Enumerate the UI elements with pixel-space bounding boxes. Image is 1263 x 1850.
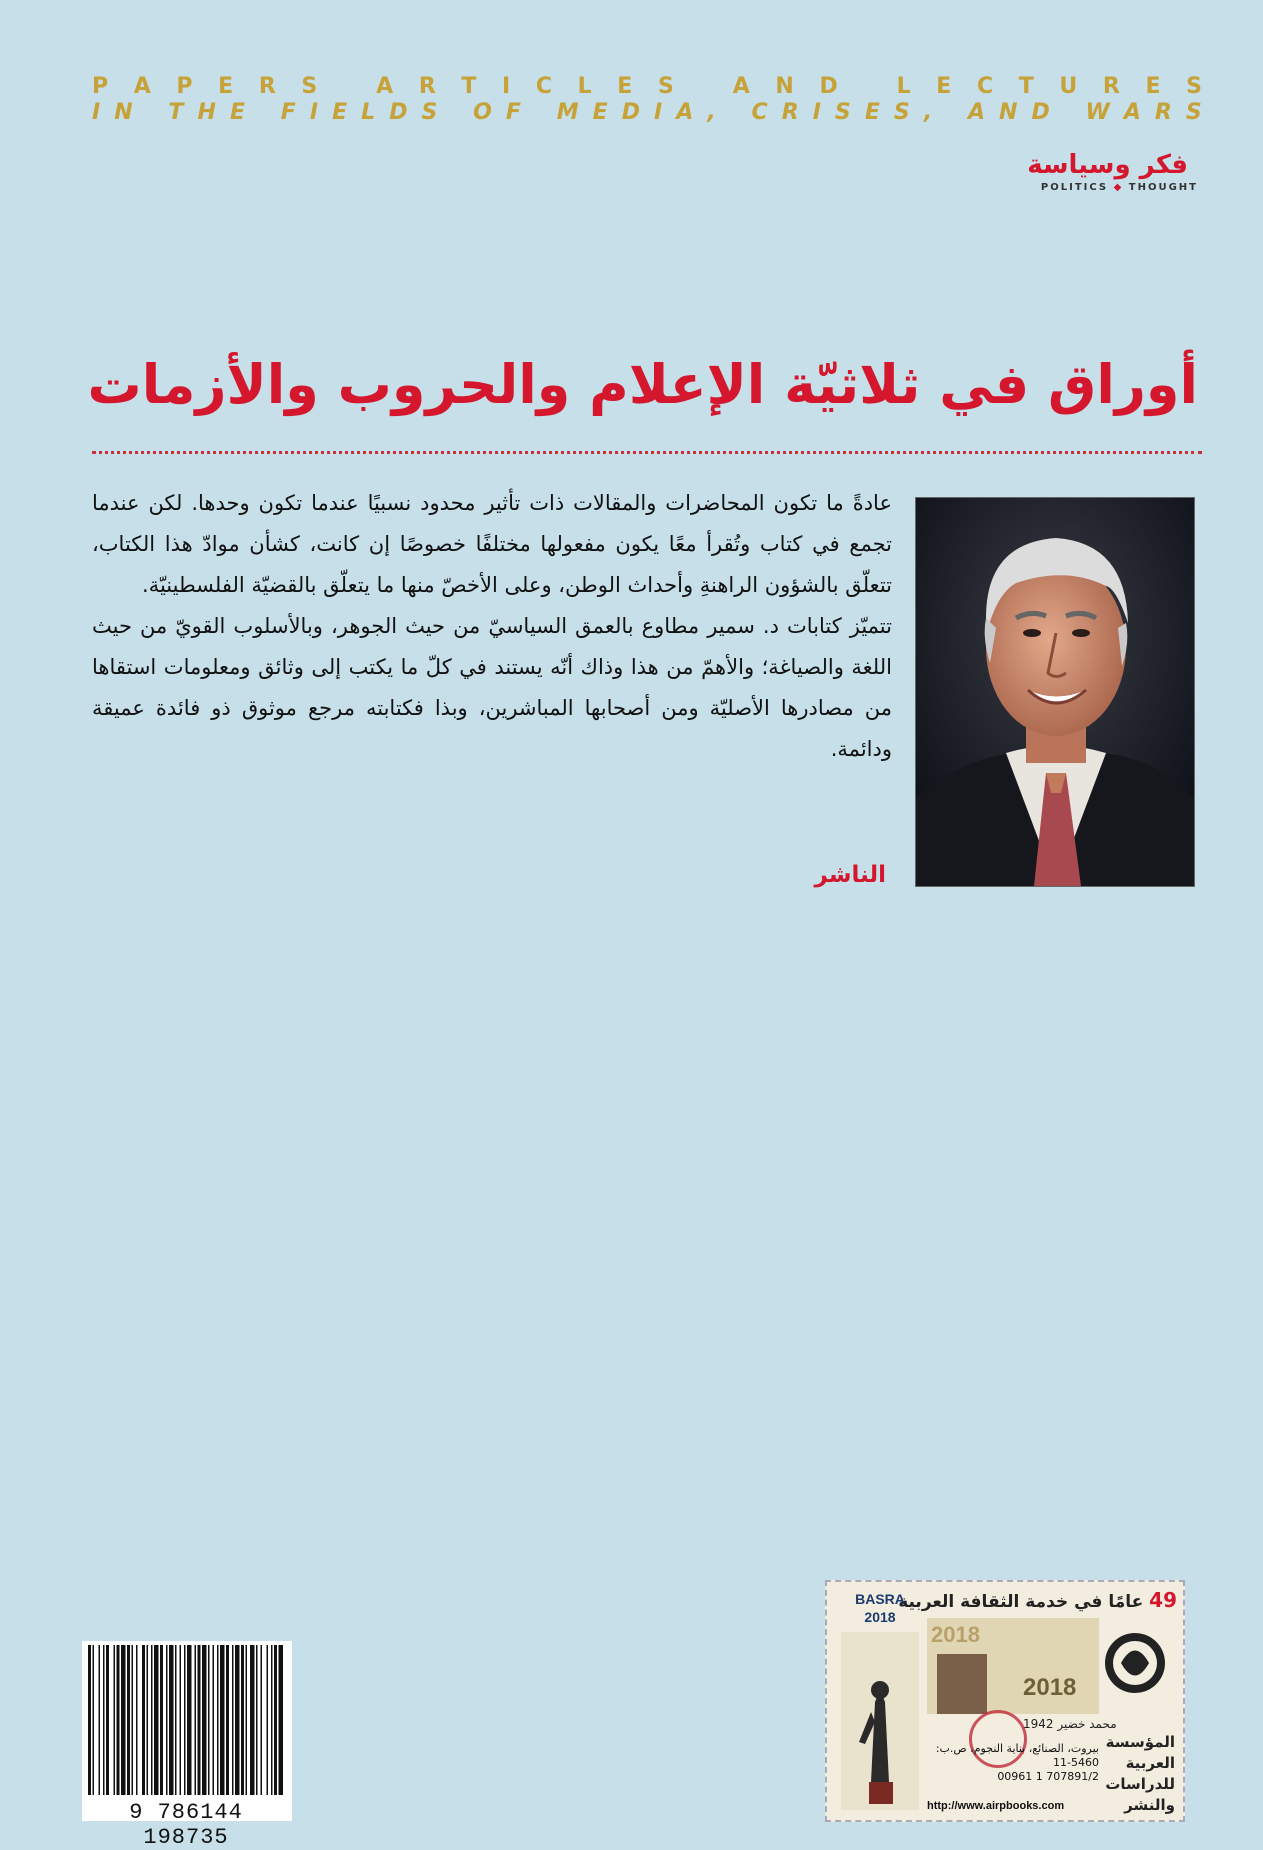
english-title-line-1-char: E <box>218 74 234 99</box>
stamp-address <box>927 1742 1099 1784</box>
english-title-line-2-char: I <box>92 100 101 125</box>
barcode-bar <box>187 1645 192 1795</box>
english-title-line-2-char: A <box>676 100 694 125</box>
english-title-line-2-char: C <box>751 100 768 125</box>
english-title-line-2-char: E <box>864 100 880 125</box>
barcode-bar <box>117 1645 120 1795</box>
barcode-bar <box>106 1645 109 1795</box>
series-logo-english <box>1041 182 1198 193</box>
barcode-bar <box>103 1645 105 1795</box>
english-title-line-2-char: R <box>781 100 799 125</box>
english-title-line-1-char: C <box>535 74 553 99</box>
english-title-line-2-char <box>946 100 954 125</box>
english-title-line-2-char <box>259 100 267 125</box>
stamp-basra-label: BASRA <box>855 1591 905 1607</box>
english-title-line-2-char: A <box>967 100 985 125</box>
english-title-line-2-char: S <box>421 100 438 125</box>
english-title-line-2-char <box>730 100 738 125</box>
series-logo <box>985 150 1200 198</box>
english-title-line-2-char: I <box>654 100 663 125</box>
english-title-line-1-char: I <box>502 74 511 99</box>
english-title-line-2-char: S <box>1185 100 1202 125</box>
stamp-basra <box>841 1590 919 1626</box>
english-title-line-1-char: L <box>896 74 911 99</box>
barcode-bar <box>208 1645 210 1795</box>
barcode-bar <box>169 1645 174 1795</box>
english-title-line-2-char: S <box>834 100 851 125</box>
english-title-line-2-char: L <box>361 100 376 125</box>
barcode-bar <box>267 1645 269 1795</box>
barcode-bar <box>220 1645 225 1795</box>
english-title-line-1-char: P <box>176 74 193 99</box>
english-title-line-1-char: E <box>1145 74 1161 99</box>
barcode-bar <box>241 1645 244 1795</box>
stamp-organization: المؤسسة العربية للدراسات والنشر <box>1105 1733 1175 1814</box>
english-title-line-2-char <box>147 100 155 125</box>
barcode-bar <box>271 1645 273 1795</box>
english-title-line-2-char: F <box>280 100 296 125</box>
barcode-bar <box>250 1645 255 1795</box>
barcode-bar <box>195 1645 197 1795</box>
english-title-line-1-char: D <box>819 74 838 99</box>
english-title-line-1-char: S <box>657 74 674 99</box>
english-title-line-1-char: E <box>936 74 952 99</box>
stamp-person: محمد خضير 1942 <box>1023 1717 1117 1731</box>
barcode-bar <box>114 1645 116 1795</box>
stamp-phone: 00961 1 707891/2 <box>997 1770 1099 1783</box>
english-title-line-2-char: E <box>332 100 348 125</box>
stamp-tagline <box>898 1588 1177 1612</box>
barcode-bar <box>217 1645 219 1795</box>
english-title-line-2-char: , <box>923 100 933 125</box>
english-title-line-2-char: D <box>389 100 408 125</box>
english-title-line-2-char: N <box>999 100 1018 125</box>
english-title-line-2-char: I <box>812 100 821 125</box>
english-title-line-1-char: N <box>775 74 794 99</box>
english-title-line-1-char <box>699 74 707 99</box>
barcode-bar <box>213 1645 215 1795</box>
english-title-line-1-char: R <box>258 74 276 99</box>
blurb-paragraph-1: عادةً ما تكون المحاضرات والمقالات ذات تأثير محدود نسبيًا عندما تكون وحدها. لكن عندما تجمع في كتاب وتُقرأ معًا يكون مفعولها مختلفًا خصوصًا إن كانت، كشأن موادّ هذا الكتاب، تتعلّق بالشؤون الراهنةِ وأحداث الوطن، وعلى الأخصّ منها ما يتعلّق بالقضيّة الفلسطينيّة. <box>92 491 892 597</box>
english-title-line-1 <box>92 74 1202 99</box>
english-title-line-1-char: U <box>1059 74 1078 99</box>
barcode-bar <box>202 1645 207 1795</box>
barcode-bar <box>235 1645 240 1795</box>
barcode-bar <box>261 1645 263 1795</box>
english-title-line-2-char: H <box>197 100 216 125</box>
english-title-line-1-char: A <box>133 74 151 99</box>
barcode-bar <box>93 1645 95 1795</box>
english-title-line-2-char: S <box>893 100 910 125</box>
english-title-line-2-char <box>451 100 459 125</box>
english-title-line-2-char: A <box>1123 100 1141 125</box>
stamp-tagline-text: عامًا في خدمة الثقافة العربية <box>898 1592 1144 1612</box>
isbn-number: 9 786144 198735 <box>129 1800 243 1850</box>
english-title-line-2-char: W <box>1085 100 1110 125</box>
statue-image <box>841 1632 919 1810</box>
english-title-line-1-char: C <box>976 74 994 99</box>
english-title-line-2-char: E <box>229 100 245 125</box>
barcode-bar <box>127 1645 130 1795</box>
english-title-line-2-char: I <box>309 100 319 125</box>
english-title-line-2-char <box>535 100 543 125</box>
barcode-bar <box>154 1645 159 1795</box>
english-title-line-1-char: E <box>617 74 633 99</box>
barcode-bar <box>166 1645 168 1795</box>
barcode-bar <box>256 1645 258 1795</box>
english-title-line-2-char: F <box>505 100 521 125</box>
publisher-stamp <box>825 1580 1185 1822</box>
stamp-year: 2018 <box>1023 1674 1077 1701</box>
publisher-signature: الناشر <box>814 862 886 888</box>
english-title-line-2-char: N <box>114 100 133 125</box>
stamp-address-line: بيروت، الصنائع، بناية النجوم، ص.ب: 5460-11 <box>935 1742 1099 1769</box>
english-title-line-1-char: L <box>577 74 592 99</box>
stamp-url: http://www.airpbooks.com <box>927 1800 1065 1812</box>
barcode-bar <box>246 1645 248 1795</box>
english-title-line-1-char: S <box>1186 74 1202 99</box>
barcode-bar <box>184 1645 186 1795</box>
english-title-line-2-char: D <box>621 100 640 125</box>
english-title-line-2-char: T <box>168 100 184 125</box>
stamp-year-faded: 2018 <box>931 1622 980 1647</box>
english-title-line-2-char: E <box>592 100 608 125</box>
book-title: أوراق في ثلاثيّة الإعلام والحروب والأزمات <box>87 353 1198 416</box>
barcode-bar <box>99 1645 101 1795</box>
barcode-bar <box>180 1645 182 1795</box>
portrait-thumbnail <box>937 1654 987 1714</box>
english-title-line-1-char: R <box>1102 74 1120 99</box>
english-title-line-1-char: R <box>418 74 436 99</box>
english-title-line-2-char: , <box>707 100 716 125</box>
barcode-bar <box>279 1645 284 1795</box>
barcode-bar <box>136 1645 138 1795</box>
barcode-bar <box>274 1645 277 1795</box>
english-title-line-1-char <box>343 74 351 99</box>
series-logo-politics: POLITICS <box>1040 182 1109 193</box>
barcode-bar <box>147 1645 149 1795</box>
isbn-barcode <box>82 1641 292 1821</box>
english-title-line-1-char: P <box>92 74 109 99</box>
author-portrait-image <box>916 498 1194 886</box>
english-title-line-2-char: D <box>1031 100 1050 125</box>
barcode-bar <box>142 1645 145 1795</box>
english-title-line-1-char: S <box>301 74 318 99</box>
english-title-line-1-char: A <box>732 74 750 99</box>
blurb-paragraph-2: تتميّز كتابات د. سمير مطاوع بالعمق السياسيّ من حيث الجوهر، وبالأسلوب القويّ من حيث اللغة والصياغة؛ والأهمّ من هذا وذاك أنّه يستند في كلّ ما يكتب إلى وثائق ومعلومات استقاها من مصادرها الأصليّة ومن أصحابها المباشرين، وبذا فكتابته مرجع موثوق ذو فائدة عميقة ودائمة. <box>92 614 892 761</box>
series-logo-thought: THOUGHT <box>1128 182 1198 193</box>
barcode-bar <box>198 1645 201 1795</box>
english-title-line-1-char: T <box>1018 74 1034 99</box>
english-title-line-2-char: M <box>556 100 579 125</box>
series-logo-arabic: فكر وسياسة <box>1027 150 1188 180</box>
diamond-icon: ◆ <box>1113 182 1124 193</box>
barcode-bar <box>88 1645 91 1795</box>
english-title-line-2 <box>92 100 1202 125</box>
author-photo <box>915 497 1195 887</box>
english-title-line-1-char: T <box>461 74 477 99</box>
back-cover-blurb <box>92 483 892 770</box>
title-divider <box>92 451 1202 454</box>
barcode-bar <box>151 1645 153 1795</box>
barcode-bar <box>226 1645 229 1795</box>
barcode-bar <box>175 1645 177 1795</box>
english-title-line-2-char: O <box>473 100 492 125</box>
english-title-line-2-char: R <box>1154 100 1172 125</box>
barcode-bar <box>160 1645 163 1795</box>
english-title-line-1-char <box>863 74 871 99</box>
publisher-emblem-icon <box>1099 1618 1171 1728</box>
stamp-years-count: 49 <box>1149 1588 1177 1612</box>
barcode-bar <box>132 1645 134 1795</box>
barcode-bar <box>121 1645 126 1795</box>
english-title-line-1-char: A <box>376 74 394 99</box>
barcode-bars <box>82 1641 292 1797</box>
stamp-basra-year: 2018 <box>864 1609 896 1625</box>
barcode-bar <box>232 1645 234 1795</box>
english-title-line-2-char <box>1064 100 1072 125</box>
